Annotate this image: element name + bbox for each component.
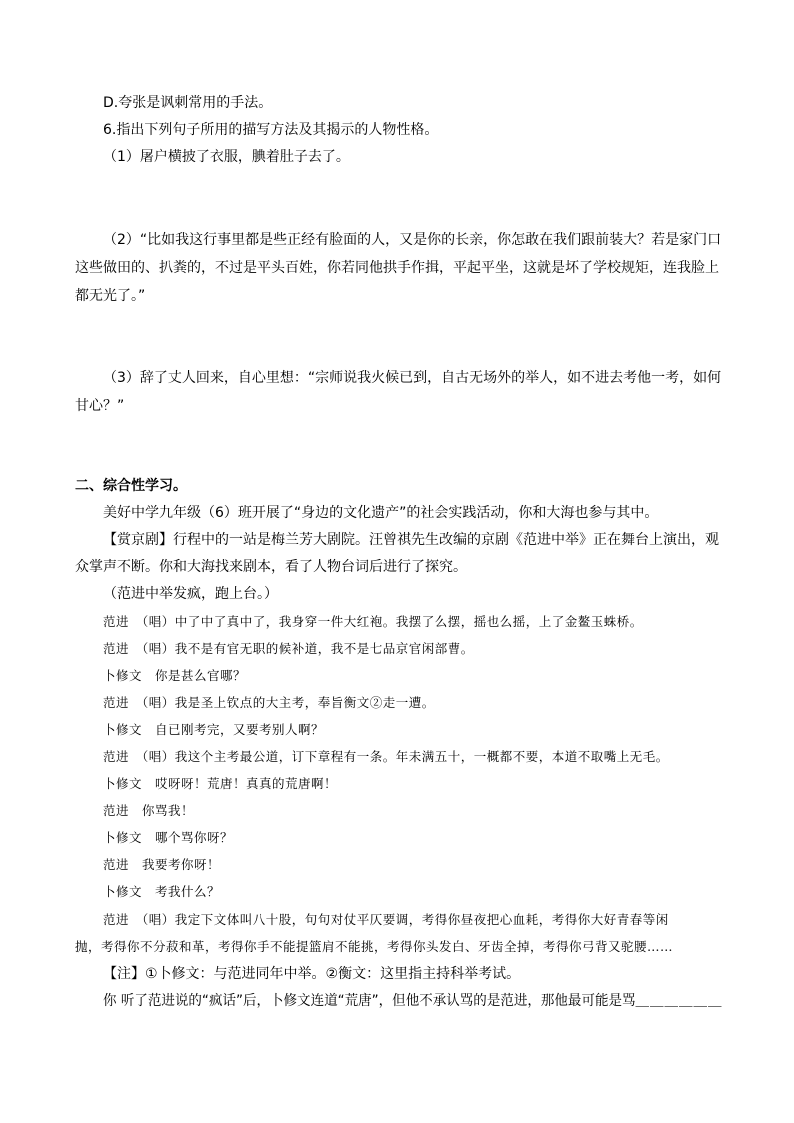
script-line: 卜修文 哎呀呀！荒唐！真真的荒唐啊！	[103, 776, 338, 791]
script-line: 范进 你骂我！	[103, 803, 195, 818]
sub-question-1: （1）屠户横披了衣服，腆着肚子去了。	[103, 149, 350, 165]
opera-intro-line-1: 【赏京剧】行程中的一站是梅兰芳大剧院。汪曾祺先生改编的京剧《范进中举》正在舞台上演出，观	[103, 532, 719, 548]
sub-question-3-line-2: 甘心？”	[75, 398, 125, 414]
script-line: 范进 （唱）我定下文体叫八十股，句句对仗平仄要调，考得你昼夜把心血耗，考得你大好青春等闲	[103, 912, 669, 927]
question-prompt-text: 你 听了范进说的“疯话”后，卜修文连道“荒唐”，但他不承认骂的是范进，那他最可能是骂	[103, 993, 636, 1009]
stage-direction: （范进中举发疯，跑上台。）	[103, 586, 278, 602]
script-line: 范进 （唱）中了中了真中了，我身穿一件大红袍。我摆了么摆，摇也么摇，上了金鳌玉蛛桥。	[103, 614, 643, 629]
sub-question-2-line-1: （2）“比如我这行事里都是些正经有脸面的人，又是你的长亲，你怎敢在我们跟前装大？若是家门口	[103, 232, 722, 248]
script-line: 卜修文 自已刚考完，又要考别人啊？	[103, 722, 325, 737]
question-6: 6.指出下列句子所用的描写方法及其揭示的人物性格。	[103, 122, 439, 138]
footnote: 【注】①卜修文：与范进同年中举。②衡文：这里指主持科举考试。	[103, 966, 521, 982]
script-line: 卜修文 哪个骂你呀？	[103, 830, 234, 845]
answer-blank[interactable]: ＿＿＿＿＿＿	[635, 993, 723, 1009]
section-heading: 二、综合性学习。	[75, 478, 187, 494]
script-line: 卜修文 你是甚么官哪？	[103, 668, 247, 683]
opera-intro-line-2: 众掌声不断。你和大海找来剧本，看了人物台词后进行了探究。	[75, 559, 467, 575]
script-line: 范进 （唱）我不是有官无职的候补道，我不是七品京官闲部曹。	[103, 641, 474, 656]
script-line: 卜修文 考我什么？	[103, 884, 221, 899]
script-line: 范进 （唱）我这个主考最公道，订下章程有一条。年未满五十，一概都不要，本道不取嘴上无毛。	[103, 749, 669, 764]
activity-intro: 美好中学九年级（6）班开展了“身边的文化遗产”的社会实践活动，你和大海也参与其中。	[103, 505, 659, 521]
script-line: 范进 （唱）我是圣上钦点的大主考，奉旨衡文②走一遭。	[103, 695, 435, 710]
question-prompt	[103, 991, 722, 1011]
script-line: 范进 我要考你呀！	[103, 857, 221, 872]
option-d: D.夸张是讽刺常用的手法。	[103, 95, 273, 111]
sub-question-2-line-2: 这些做田的、扒粪的，不过是平头百姓，你若同他拱手作揖，平起平坐，这就是坏了学校规矩，连我脸上	[75, 260, 719, 276]
sub-question-3-line-1: （3）辞了丈人回来，自心里想：“宗师说我火候已到，自古无场外的举人，如不进去考他一考，如何	[103, 370, 722, 386]
sub-question-2-line-3: 都无光了。”	[75, 288, 146, 304]
script-line: 抛，考得你不分菽和革，考得你手不能提篮肩不能挑，考得你头发白、牙齿全掉，考得你弓背又驼腰……	[75, 939, 674, 954]
